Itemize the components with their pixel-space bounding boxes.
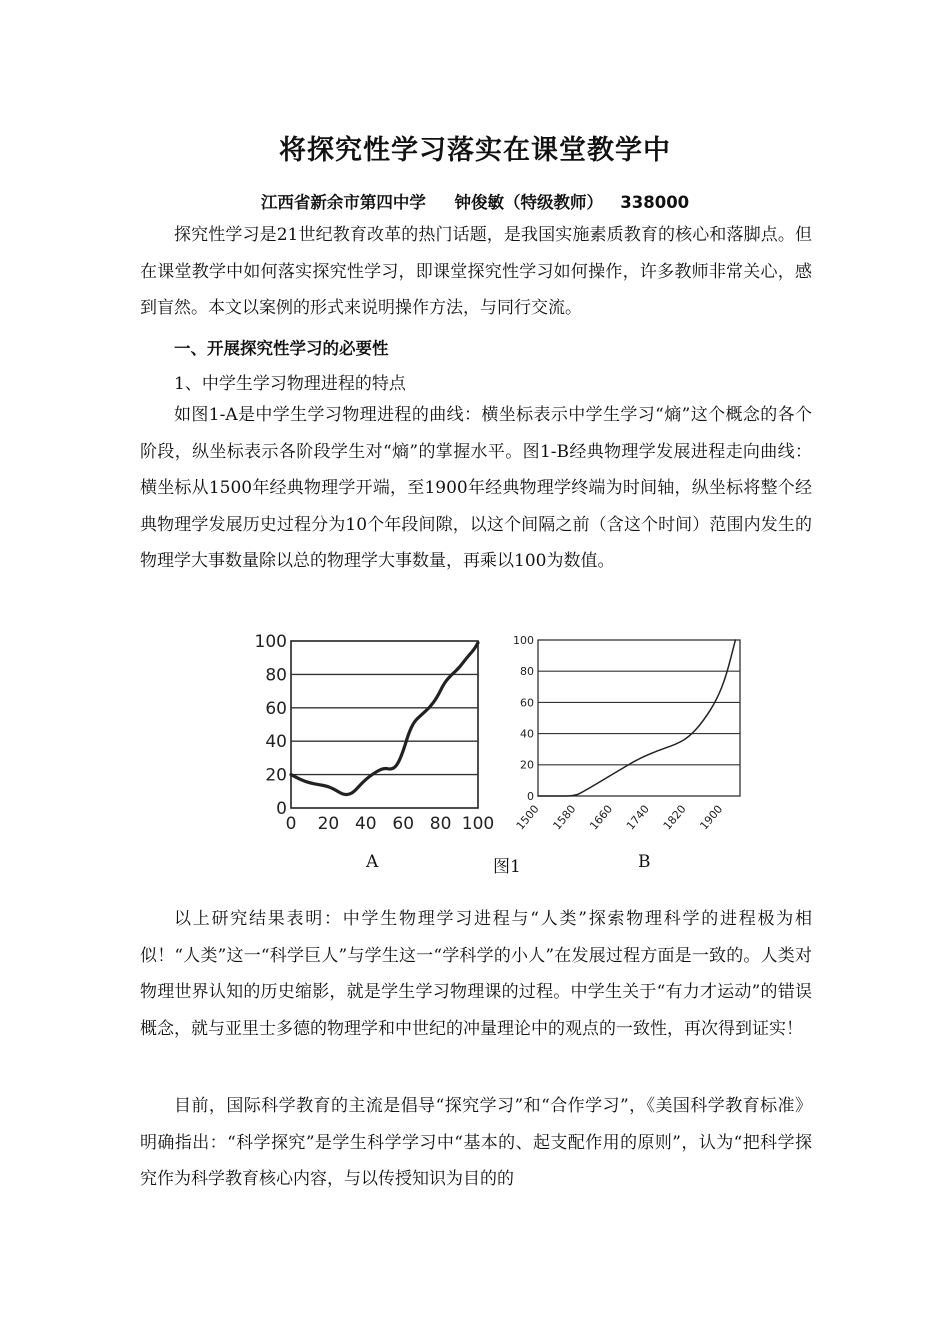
figure-label-a: A: [366, 852, 379, 872]
document-title: 将探究性学习落实在课堂教学中: [279, 135, 671, 166]
x-tick-label: 1580: [550, 802, 579, 833]
figure-1b-chart: [505, 630, 750, 845]
y-tick-label: 40: [265, 732, 287, 753]
y-tick-label: 80: [520, 665, 534, 679]
international-paragraph: 目前，国际科学教育的主流是倡导“探究学习”和“合作学习”，《美国科学教育标准》明确指出：“科学探究”是学生科学学习中“基本的、起支配作用的原则”，认为“把科学探究作为科学教育核心内容，与以传授知识为目的的: [140, 1096, 812, 1189]
plot-frame: [291, 641, 478, 808]
x-tick-label: 1660: [587, 802, 616, 833]
x-tick-label: 1820: [660, 802, 689, 833]
series-line: [538, 640, 735, 796]
y-tick-label: 100: [254, 631, 287, 652]
x-tick-label: 60: [392, 814, 415, 834]
plot-frame: [538, 640, 740, 796]
series-line: [291, 643, 478, 795]
y-tick-label: 60: [520, 696, 534, 710]
figure-label-b: B: [638, 852, 651, 872]
x-tick-label: 1740: [623, 802, 652, 833]
x-tick-label: 0: [285, 814, 297, 834]
x-tick-label: 1500: [513, 802, 542, 833]
y-tick-label: 0: [276, 798, 287, 819]
x-tick-label: 1900: [697, 802, 726, 833]
conclusion-paragraph: 以上研究结果表明：中学生物理学习进程与“人类”探索物理科学的进程极为相似！“人类”这一“科学巨人”与学生这一“学科学的小人”在发展过程方面是一致的。人类对物理世界认知的历史缩影，就是学生学习物理课的过程。中学生关于“有力才运动”的错误概念，就与亚里士多德的物理学和中世纪的冲量理论中的观点的一致性，再次得到证实！: [140, 909, 812, 1039]
y-tick-label: 80: [265, 665, 287, 686]
section-heading: 一、开展探究性学习的必要性: [174, 339, 389, 358]
subsection-heading: 1、中学生学习物理进程的特点: [174, 374, 406, 394]
x-tick-label: 40: [354, 814, 377, 834]
figure-1a-chart: [250, 628, 500, 838]
intro-paragraph: 探究性学习是21世纪教育改革的热门话题，是我国实施素质教育的核心和落脚点。但在课堂教学中如何落实探究性学习，即课堂探究性学习如何操作，许多教师非常关心，感到盲然。本文以案例的形式来说明操作方法，与同行交流。: [140, 225, 812, 318]
y-tick-label: 20: [265, 765, 287, 786]
y-tick-label: 20: [520, 758, 534, 772]
y-tick-label: 100: [513, 633, 534, 647]
y-tick-label: 40: [520, 727, 534, 741]
y-tick-label: 0: [527, 789, 534, 803]
x-tick-label: 80: [429, 814, 452, 834]
figure-description-paragraph: 如图1-A是中学生学习物理进程的曲线：横坐标表示中学生学习“熵”这个概念的各个阶段，纵坐标表示各阶段学生对“熵”的掌握水平。图1-B经典物理学发展进程走向曲线：横坐标从1500年经典物理学开端，至1900年经典物理学终端为时间轴，纵坐标将整个经典物理学发展历史过程分为10个年段间隙，以这个间隔之前（含这个时间）范围内发生的物理学大事数量除以总的物理学大事数量，再乘以100为数值。: [140, 405, 812, 571]
x-tick-label: 100: [461, 814, 495, 834]
x-tick-label: 20: [317, 814, 340, 834]
y-tick-label: 60: [265, 698, 287, 719]
author-line: 江西省新余市第四中学 钟俊敏（特级教师） 338000: [260, 193, 690, 212]
figure-caption: 图1: [493, 857, 521, 877]
